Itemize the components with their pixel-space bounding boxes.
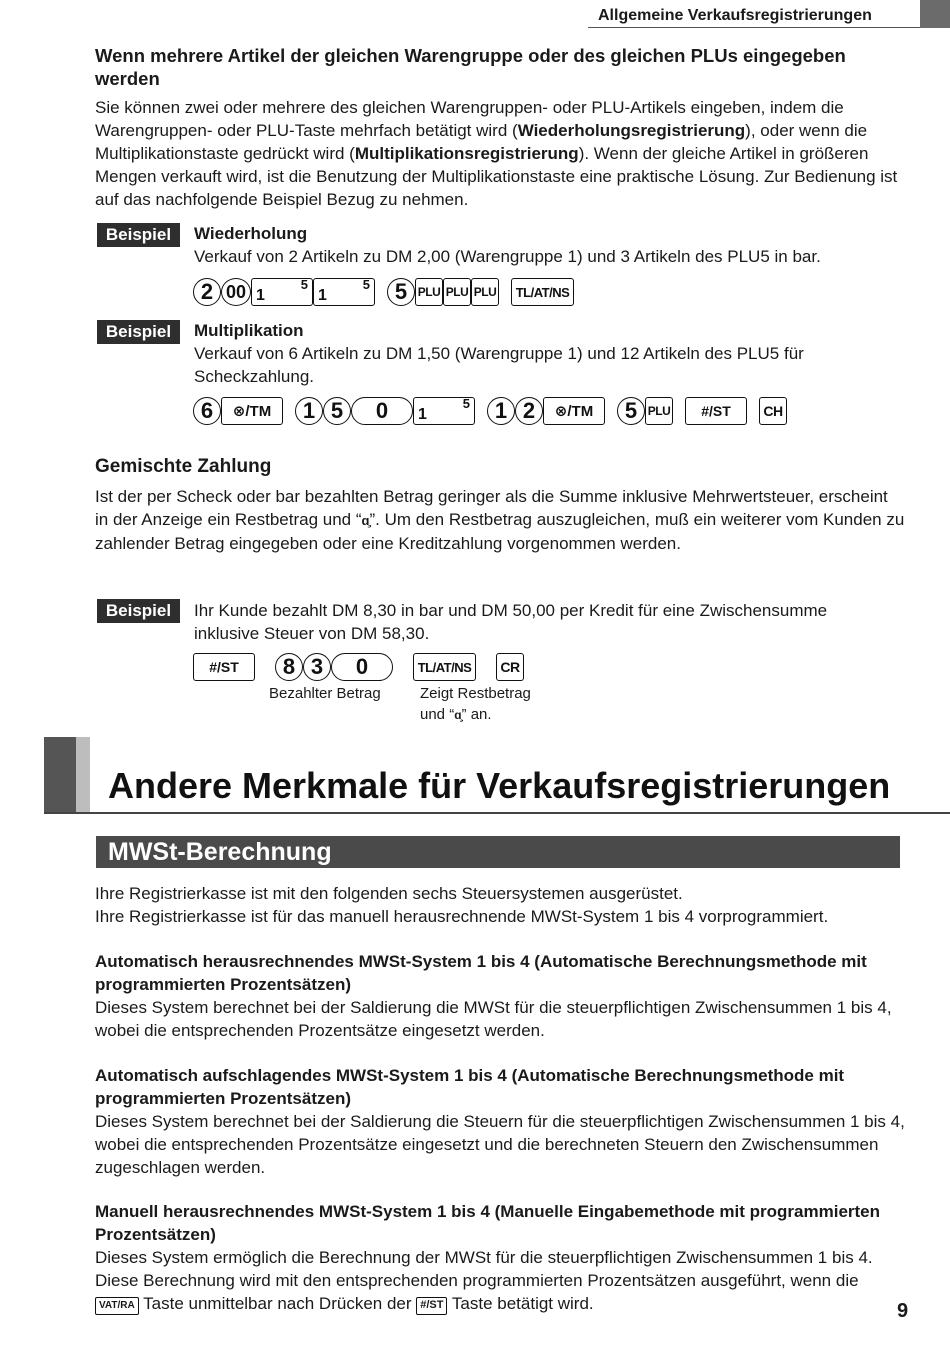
example3-badge: Beispiel: [97, 599, 180, 623]
mwst-system3-title: Manuell herausrechnendes MWSt-System 1 bis 4 (Manuelle Eingabemethode mit programmierten Prozentsätzen): [95, 1202, 881, 1244]
section1-term-repeat: Wiederholungsregistrierung: [517, 121, 746, 140]
caption-remainder-line2a: und “: [420, 706, 455, 723]
key-6: 6: [193, 397, 221, 425]
mwst-system3-text-c: Taste betätigt wird.: [447, 1294, 594, 1313]
remainder-symbol-icon: ɑ̧: [361, 513, 370, 528]
main-section-title: Andere Merkmale für Verkaufsregistrierungen: [108, 765, 891, 806]
example2-key-sequence: [193, 396, 787, 426]
mwst-intro-2: Ihre Registrierkasse ist für das manuell herausrechnende MWSt-System 1 bis 4 vorprogrammiert.: [95, 907, 829, 926]
key-1: 1: [295, 397, 323, 425]
section-marker-dark: [44, 737, 76, 813]
key-multiply-tm: ⊗/TM: [221, 397, 283, 425]
section1-text-a: Sie können zwei oder mehrere des gleichen Warengruppen- oder PLU-Artikels eingeben, indem die Warengruppen- oder PLU-Taste mehrfach betätigt wird (: [95, 98, 844, 140]
example2-text-block: [194, 319, 894, 388]
section1-paragraph: [95, 96, 905, 211]
example3-key-sequence: [193, 652, 524, 682]
running-header-title: Allgemeine Verkaufsregistrierungen: [598, 7, 872, 24]
section1-text-c: ), oder wenn die Multiplikationstaste gedrückt wird (: [95, 121, 868, 163]
example1-description: Verkauf von 2 Artikeln zu DM 2,00 (Warengruppe 1) und 3 Artikeln des PLU5 in bar.: [194, 247, 821, 266]
key-8: 8: [275, 653, 303, 681]
key-0: 0: [351, 397, 413, 425]
mwst-system3-text-b: Taste unmittelbar nach Drücken der: [138, 1294, 417, 1313]
key-vat-ra: VAT/RA: [95, 1297, 139, 1315]
key-subtotal-st: #/ST: [193, 653, 255, 681]
mwst-intro-1: Ihre Registrierkasse ist mit den folgenden sechs Steuersystemen ausgerüstet.: [95, 884, 683, 903]
caption-remainder: [420, 683, 531, 726]
key-1: 1: [487, 397, 515, 425]
key-multiply-tm: ⊗/TM: [543, 397, 605, 425]
dept-key-lower-label: 1: [318, 287, 327, 304]
key-plu: PLU: [415, 278, 443, 306]
mwst-system2-text: Dieses System berechnet bei der Saldierung die Steuern für die steuerpflichtigen Zwischensummen 1 bis 4, wobei die entsprechenden Prozentsätze eingesetzt und die berechneten Steuern den Zwischensummen zugeschlagen werden.: [95, 1112, 905, 1177]
caption-remainder-line2c: ” an.: [461, 706, 492, 723]
page-number: 9: [897, 1300, 909, 1322]
mwst-system3-text: [95, 1246, 905, 1315]
example1-badge: Beispiel: [97, 223, 180, 247]
caption-paid-amount: Bezahlter Betrag: [269, 685, 381, 702]
dept-key-lower-label: 1: [256, 287, 265, 304]
remainder-symbol-icon: ɑ̧: [454, 708, 462, 722]
section1-heading: Wenn mehrere Artikel der gleichen Warengruppe oder des gleichen PLUs eingegeben werden: [95, 45, 846, 89]
key-subtotal-st: #/ST: [685, 397, 747, 425]
key-5: 5: [387, 278, 415, 306]
caption-remainder-line1: Zeigt Restbetrag: [420, 685, 531, 702]
key-5: 5: [323, 397, 351, 425]
dept-key-lower-label: 1: [418, 406, 427, 423]
mwst-title: MWSt-Berechnung: [108, 838, 332, 866]
key-3: 3: [303, 653, 331, 681]
section2-text-a: Ist der per Scheck oder bar bezahlten Betrag geringer als die Summe inklusive Mehrwertsteuer, erscheint in der Anzeige ein Restbetrag und “: [95, 487, 888, 529]
key-tl-at-ns: TL/AT/NS: [511, 278, 574, 306]
example1-title: Wiederholung: [194, 224, 308, 243]
mwst-system1-text: Dieses System berechnet bei der Saldierung die MWSt für die steuerpflichtigen Zwischensummen 1 bis 4, wobei die entsprechenden Prozentsätze eingesetzt werden.: [95, 998, 892, 1040]
key-tl-at-ns: TL/AT/NS: [413, 653, 476, 681]
section-rule: [44, 812, 950, 814]
example3-description: Ihr Kunde bezahlt DM 8,30 in bar und DM 50,00 per Kredit für eine Zwischensumme inklusive Steuer von DM 58,30.: [194, 601, 828, 643]
key-5: 5: [617, 397, 645, 425]
key-dept-1-5: [251, 278, 313, 306]
section1-text-e: ). Wenn der gleiche Artikel in größeren Mengen verkauft wird, ist die Benutzung der Multiplikationstaste eine praktische Lösung. Zur Bedienung ist auf das nachfolgende Beispiel Bezug zu nehmen.: [95, 144, 898, 209]
key-plu: PLU: [443, 278, 471, 306]
key-0: 0: [331, 653, 393, 681]
section2-heading: Gemischte Zahlung: [95, 456, 272, 477]
mwst-title-bar: [96, 836, 900, 868]
dept-key-upper-label: 5: [462, 396, 470, 411]
dept-key-upper-label: 5: [362, 277, 370, 292]
section-marker-light: [76, 737, 90, 813]
mwst-system2-title: Automatisch aufschlagendes MWSt-System 1 bis 4 (Automatische Berechnungsmethode mit programmierten Prozentsätzen): [95, 1066, 845, 1108]
key-plu: PLU: [471, 278, 499, 306]
section2-paragraph: [95, 485, 905, 555]
example1-key-sequence: [193, 277, 574, 307]
key-plu: PLU: [645, 397, 673, 425]
key-2: 2: [515, 397, 543, 425]
example2-description: Verkauf von 6 Artikeln zu DM 1,50 (Warengruppe 1) und 12 Artikeln des PLU5 für Scheckzahlung.: [194, 344, 804, 386]
running-header: [588, 4, 920, 28]
example1-text-block: [194, 222, 894, 268]
key-ch: CH: [759, 397, 787, 425]
mwst-system3-text-a: Dieses System ermöglich die Berechnung der MWSt für die steuerpflichtigen Zwischensummen 1 bis 4. Diese Berechnung wird mit den entsprechenden programmierten Prozentsätzen ausgeführt, wenn die: [95, 1248, 873, 1290]
key-cr: CR: [496, 653, 524, 681]
example2-badge: Beispiel: [97, 320, 180, 344]
key-dept-1-5: [313, 278, 375, 306]
example2-title: Multiplikation: [194, 321, 304, 340]
dept-key-upper-label: 5: [300, 277, 308, 292]
section2-text-b: ”. Um den Restbetrag auszugleichen, muß ein weiterer vom Kunden zu zahlender Betrag eingegeben oder eine Kreditzahlung vorgenommen werden.: [95, 510, 905, 553]
section1-term-multiply: Multiplikationsregistrierung: [354, 144, 579, 163]
key-subtotal-st: #/ST: [416, 1297, 447, 1315]
key-dept-1-5: [413, 397, 475, 425]
key-00: 00: [221, 278, 251, 306]
key-2: 2: [193, 278, 221, 306]
mwst-system1-title: Automatisch herausrechnendes MWSt-System 1 bis 4 (Automatische Berechnungsmethode mit programmierten Prozentsätzen): [95, 952, 867, 994]
header-tab-marker: [920, 0, 950, 28]
